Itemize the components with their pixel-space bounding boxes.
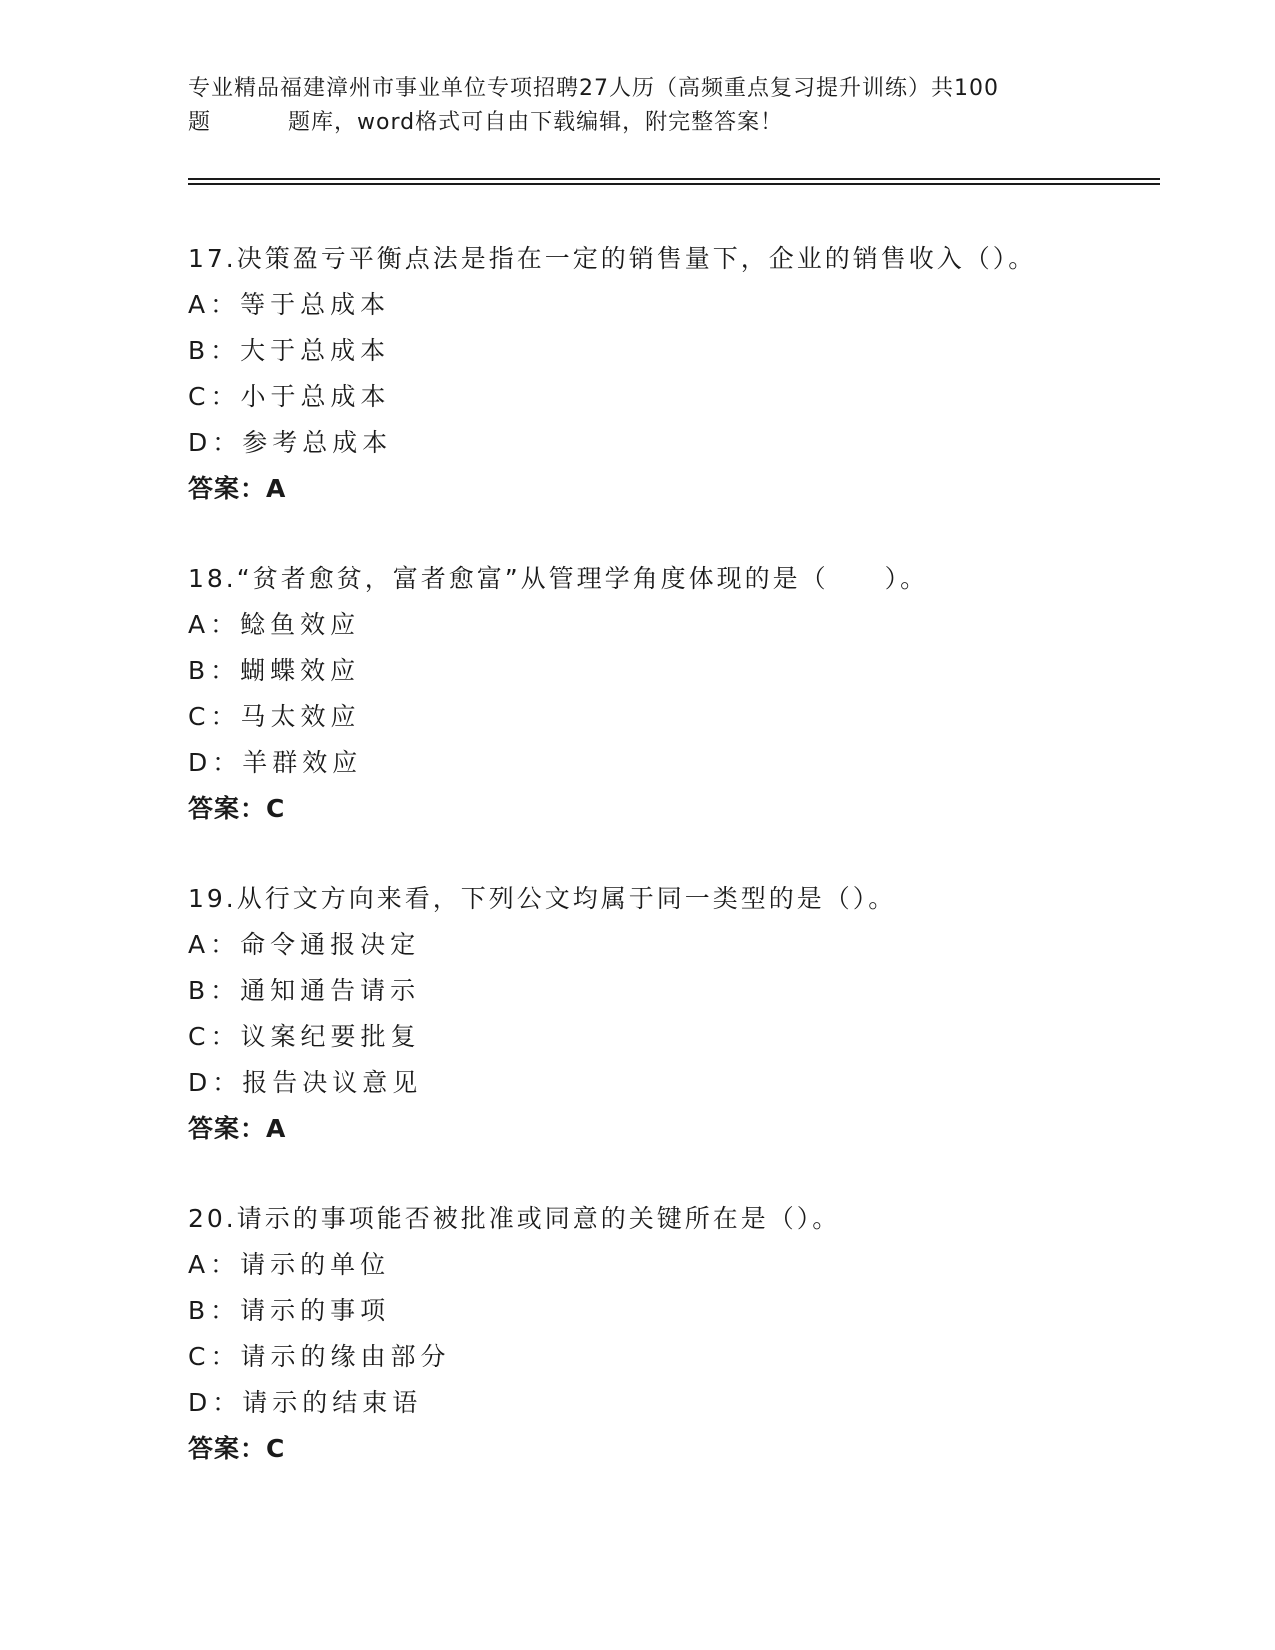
- question-20: [188, 1196, 1168, 1516]
- question-stem: 19.从行文方向来看，下列公文均属于同一类型的是（）。: [188, 884, 897, 913]
- answer: 答案：C: [188, 1434, 286, 1463]
- header-divider-bottom: [188, 183, 1160, 185]
- question-19: [188, 876, 1168, 1196]
- question-18: [188, 556, 1168, 876]
- header-line-2: [188, 106, 1088, 140]
- option-a: A：等于总成本: [188, 290, 391, 319]
- option-b: B：蝴蝶效应: [188, 656, 361, 685]
- question-list: [188, 236, 1168, 1516]
- option-c: C：请示的缘由部分: [188, 1342, 451, 1371]
- option-d: D：参考总成本: [188, 428, 393, 457]
- option-b: B：通知通告请示: [188, 976, 421, 1005]
- question-stem: 18.“贫者愈贫，富者愈富”从管理学角度体现的是（ ）。: [188, 564, 929, 593]
- option-a: A：鲶鱼效应: [188, 610, 361, 639]
- option-b: B：大于总成本: [188, 336, 391, 365]
- option-c: C：议案纪要批复: [188, 1022, 421, 1051]
- question-stem: 20.请示的事项能否被批准或同意的关键所在是（）。: [188, 1204, 841, 1233]
- header-line-2-text: 题库，word格式可自由下载编辑，附完整答案！: [288, 110, 784, 135]
- header-line-1: 专业精品福建漳州市事业单位专项招聘27人历（高频重点复习提升训练）共100: [188, 76, 999, 101]
- header-divider-top: [188, 178, 1160, 180]
- answer: 答案：A: [188, 474, 287, 503]
- option-c: C：马太效应: [188, 702, 361, 731]
- option-c: C：小于总成本: [188, 382, 391, 411]
- option-a: A：请示的单位: [188, 1250, 391, 1279]
- header-line-2-lead: 题: [188, 110, 212, 135]
- option-a: A：命令通报决定: [188, 930, 421, 959]
- option-d: D：请示的结束语: [188, 1388, 423, 1417]
- answer: 答案：A: [188, 1114, 287, 1143]
- option-d: D：报告决议意见: [188, 1068, 423, 1097]
- document-header: [188, 72, 1088, 140]
- option-b: B：请示的事项: [188, 1296, 391, 1325]
- question-17: [188, 236, 1168, 556]
- question-stem: 17.决策盈亏平衡点法是指在一定的销售量下，企业的销售收入（）。: [188, 244, 1037, 273]
- answer: 答案：C: [188, 794, 286, 823]
- option-d: D：羊群效应: [188, 748, 363, 777]
